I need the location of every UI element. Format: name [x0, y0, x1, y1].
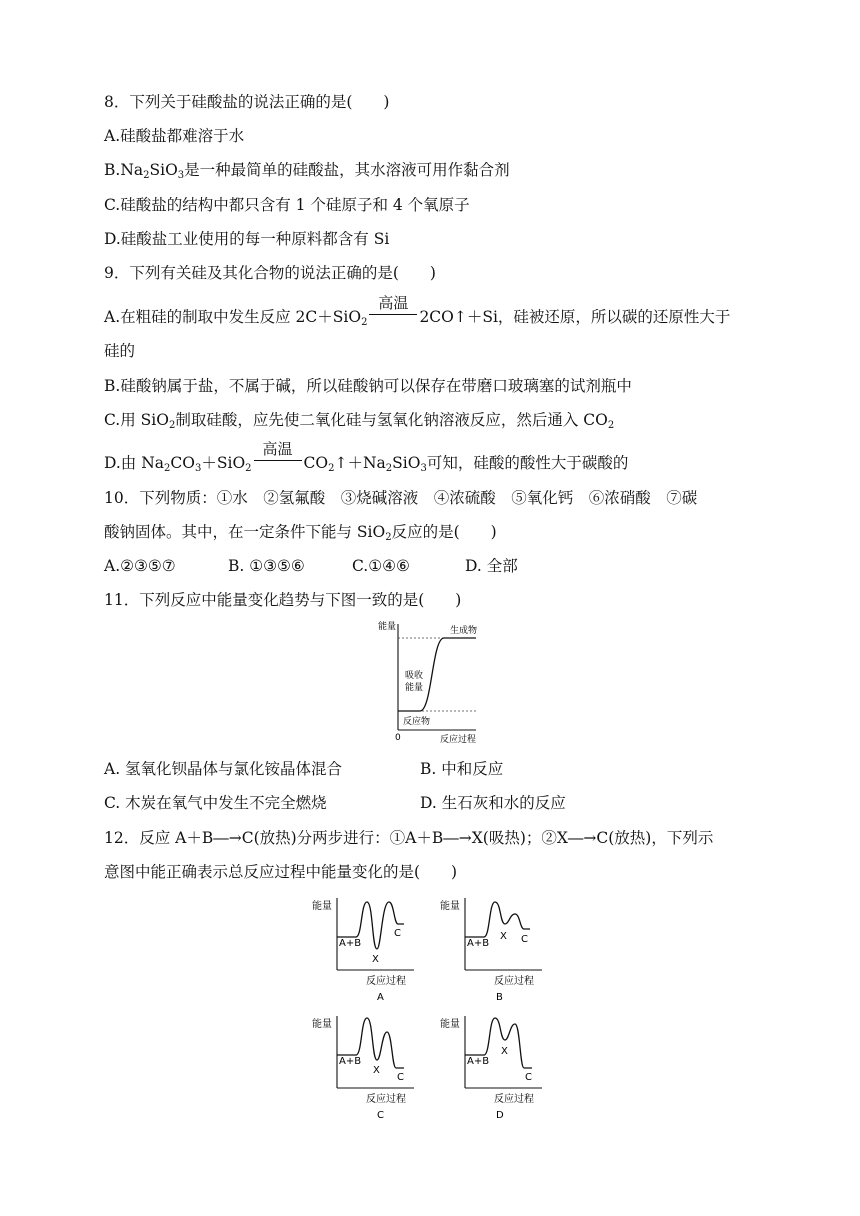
y-axis-label: 能量	[440, 901, 460, 912]
panel-label: D	[496, 1110, 504, 1121]
q11-options-row1	[104, 758, 503, 780]
q12-stem-continued: 意图中能正确表示总反应过程中能量变化的是( )	[104, 863, 458, 881]
q12-panel-a	[310, 894, 420, 1006]
q11-option-c: C. 木炭在氧气中发生不完全燃烧	[104, 794, 327, 812]
q8-option-c: C.硅酸盐的结构中都只含有 1 个硅原子和 4 个氧原子	[104, 196, 470, 214]
c-label: C	[521, 934, 528, 945]
q10-option-b: B. ①③⑤⑥	[228, 557, 305, 575]
q10-option-a: A.②③⑤⑦	[104, 557, 176, 575]
q10-option-d: D. 全部	[465, 557, 518, 575]
absorb-label-1: 吸收	[405, 671, 424, 681]
q10-options	[104, 555, 518, 577]
product-label: 生成物	[450, 626, 478, 636]
panel-label: A	[377, 992, 384, 1003]
q8-stem: 8．下列关于硅酸盐的说法正确的是( )	[104, 93, 390, 111]
q11-option-b: B. 中和反应	[420, 760, 504, 778]
q11-option-d: D. 生石灰和水的反应	[420, 794, 566, 812]
x-axis-label: 反应过程	[366, 976, 406, 987]
x-axis-label: 反应过程	[440, 735, 477, 745]
reaction-condition: 高温	[254, 452, 302, 474]
ab-label: A+B	[339, 938, 362, 949]
absorb-label-2: 能量	[405, 683, 424, 693]
q9-option-a: A.在粗硅的制取中发生反应 2C＋SiO$_2$ 高温 2CO↑＋Si，硅被还原，所以碳的还原性大于	[104, 294, 731, 328]
q9-option-a-continued: 硅的	[104, 342, 136, 360]
origin-label: 0	[395, 733, 401, 743]
y-axis-label: 能量	[440, 1019, 460, 1030]
q10-stem: 10．下列物质：①水 ②氢氟酸 ③烧碱溶液 ④浓硫酸 ⑤氧化钙 ⑥浓硝酸 ⑦碳	[104, 489, 698, 507]
q11-option-a: A. 氢氧化钡晶体与氯化铵晶体混合	[104, 760, 343, 778]
q8-option-b: $B.Na_2SiO_3$是一种最简单的硅酸盐，其水溶液可用作黏合剂	[104, 161, 510, 181]
q12-panel-b	[438, 894, 548, 1006]
q10-option-c: C.①④⑥	[352, 557, 410, 575]
x-axis-label: 反应过程	[494, 1094, 534, 1105]
c-label: C	[525, 1072, 532, 1083]
ab-label: A+B	[467, 938, 490, 949]
q12-panel-d	[438, 1012, 548, 1124]
energy-curve	[465, 902, 530, 937]
c-label: C	[397, 1072, 404, 1083]
q11-energy-diagram	[368, 616, 488, 746]
ab-label: A+B	[467, 1056, 490, 1067]
reaction-condition: 高温	[369, 306, 417, 328]
panel-label: C	[377, 1110, 384, 1121]
panel-label: B	[496, 992, 503, 1003]
q12-stem: 12．反应 A＋B―→C(放热)分两步进行：①A＋B―→X(吸热)；②X―→C(放热)，下列示	[104, 829, 714, 847]
x-label: X	[500, 931, 507, 942]
reactant-label: 反应物	[403, 717, 431, 727]
x-label: X	[372, 954, 379, 965]
x-label: X	[501, 1046, 508, 1057]
q8-option-d: D.硅酸盐工业使用的每一种原料都含有 Si	[104, 230, 390, 248]
q9-option-c: C.用 SiO$_2$制取硅酸，应先使二氧化硅与氢氧化钠溶液反应，然后通入 $CO_2$	[104, 411, 615, 431]
ab-label: A+B	[339, 1056, 362, 1067]
q10-stem-continued: 酸钠固体。其中，在一定条件下能与 SiO$_2$反应的是( )	[104, 523, 497, 543]
q9-option-d: D.由 $Na_2CO_3+SiO_2$ 高温 $CO_2↑+Na_2SiO_3$可知，硅酸的酸性大于碳酸的	[104, 440, 629, 474]
x-axis-label: 反应过程	[494, 976, 534, 987]
y-axis-label: 能量	[378, 622, 397, 632]
q9-stem: 9．下列有关硅及其化合物的说法正确的是( )	[104, 264, 436, 282]
q9-option-b: B.硅酸钠属于盐，不属于碱，所以硅酸钠可以保存在带磨口玻璃塞的试剂瓶中	[104, 377, 632, 395]
x-label: X	[373, 1065, 380, 1076]
y-axis-label: 能量	[312, 901, 332, 912]
q12-panel-c	[310, 1012, 420, 1124]
q11-options-row2	[104, 792, 566, 814]
q11-stem: 11．下列反应中能量变化趋势与下图一致的是( )	[104, 591, 462, 609]
y-axis-label: 能量	[312, 1019, 332, 1030]
x-axis-label: 反应过程	[366, 1094, 406, 1105]
q8-option-a: A.硅酸盐都难溶于水	[104, 127, 245, 145]
c-label: C	[394, 928, 401, 939]
